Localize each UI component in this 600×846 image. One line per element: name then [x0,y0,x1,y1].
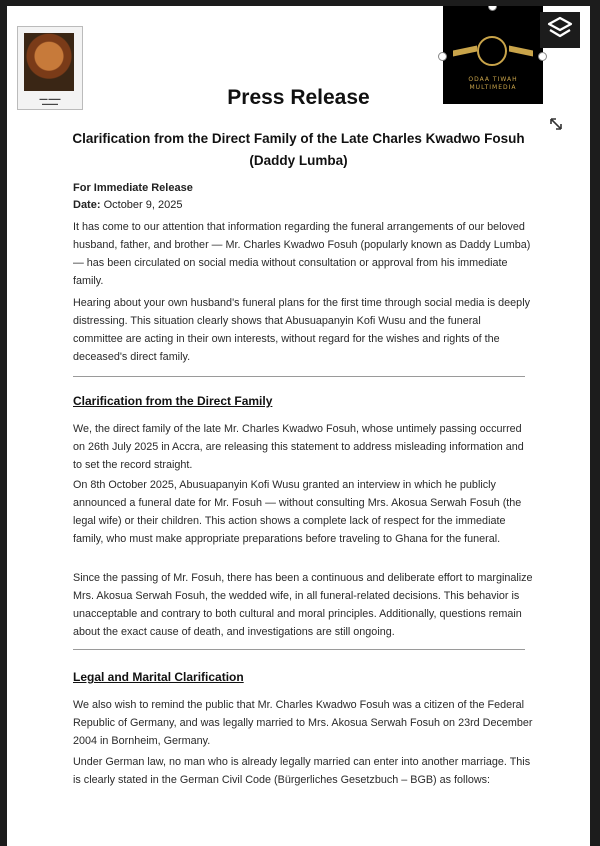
section-divider [73,649,525,650]
logo-emblem-icon [477,36,507,66]
family-paragraph-3: Since the passing of Mr. Fosuh, there has been a continuous and deliberate effort to marginalize Mrs. Akosua Serwah Fosuh, the wedded wife, in all funeral-related decisions. This behavior is unacceptable and contrary to both cultural and moral principles. Additionally, questions remain about the exact cause of death, and investigations are still ongoing. [73,572,533,638]
layers-icon[interactable] [540,12,580,48]
logo-line1: ODAA TIWAH [468,76,518,83]
section-heading-legal: Legal and Marital Clarification [73,670,244,684]
resize-handle-right[interactable] [538,52,547,61]
logo-line2: MULTIMEDIA [469,84,517,91]
date-value: October 9, 2025 [103,199,183,211]
logo-wing-right [509,45,533,56]
resize-handle-left[interactable] [438,52,447,61]
page-title: Press Release [227,86,370,109]
document-page [7,6,590,846]
release-meta [73,180,193,214]
intro-paragraph-2: Hearing about your own husband's funeral plans for the first time through social media is deeply distressing. This situation clearly shows that Abusuapanyin Kofi Wusu and the funeral committee are acting in their own interests, without regard for the wishes and rights of the deceased's direct family. [73,297,530,363]
section-divider [73,376,525,377]
legal-paragraph-1: We also wish to remind the public that Mr. Charles Kwadwo Fosuh was a citizen of the Federal Republic of Germany, and was legally married to Mrs. Akosua Serwah Fosuh on 23rd December 2004 in Bornheim, Germany. [73,699,533,747]
section-heading-family: Clarification from the Direct Family [73,394,273,408]
intro-paragraph-1: It has come to our attention that information regarding the funeral arrangements of our beloved husband, father, and brother — Mr. Charles Kwadwo Fosuh (popularly known as Daddy Lumba) — has been circulated on social media without consultation or approval from his immediate family. [73,221,531,287]
legal-paragraph-2: Under German law, no man who is already legally married can enter into another marriage. This is clearly stated in the German Civil Code (Bürgerliches Gesetzbuch – BGB) as follows: [73,756,531,786]
photo-caption-art: ▬▬ ▬▬▬ ▬▬▬▬ [39,96,61,106]
release-label: For Immediate Release [73,182,193,194]
logo-wing-left [453,45,477,56]
family-paragraph-1: We, the direct family of the late Mr. Charles Kwadwo Fosuh, whose untimely passing occurred on 26th July 2025 in Accra, are releasing this statement to address misleading information and to set the record straight. [73,423,524,471]
page-subtitle: Clarification from the Direct Family of the Late Charles Kwadwo Fosuh (Daddy Lumba) [72,131,525,168]
date-label: Date: [73,199,101,211]
family-paragraph-2: On 8th October 2025, Abusuapanyin Kofi Wusu granted an interview in which he publicly announced a funeral date for Mr. Fosuh — without consulting Mrs. Akosua Serwah Fosuh (the legal wife) or their children. This action shows a complete lack of respect for the immediate family, who must make appropriate preparations before traveling to Ghana for the funeral. [73,479,522,545]
expand-icon[interactable] [548,116,564,132]
portrait-image [24,33,74,91]
